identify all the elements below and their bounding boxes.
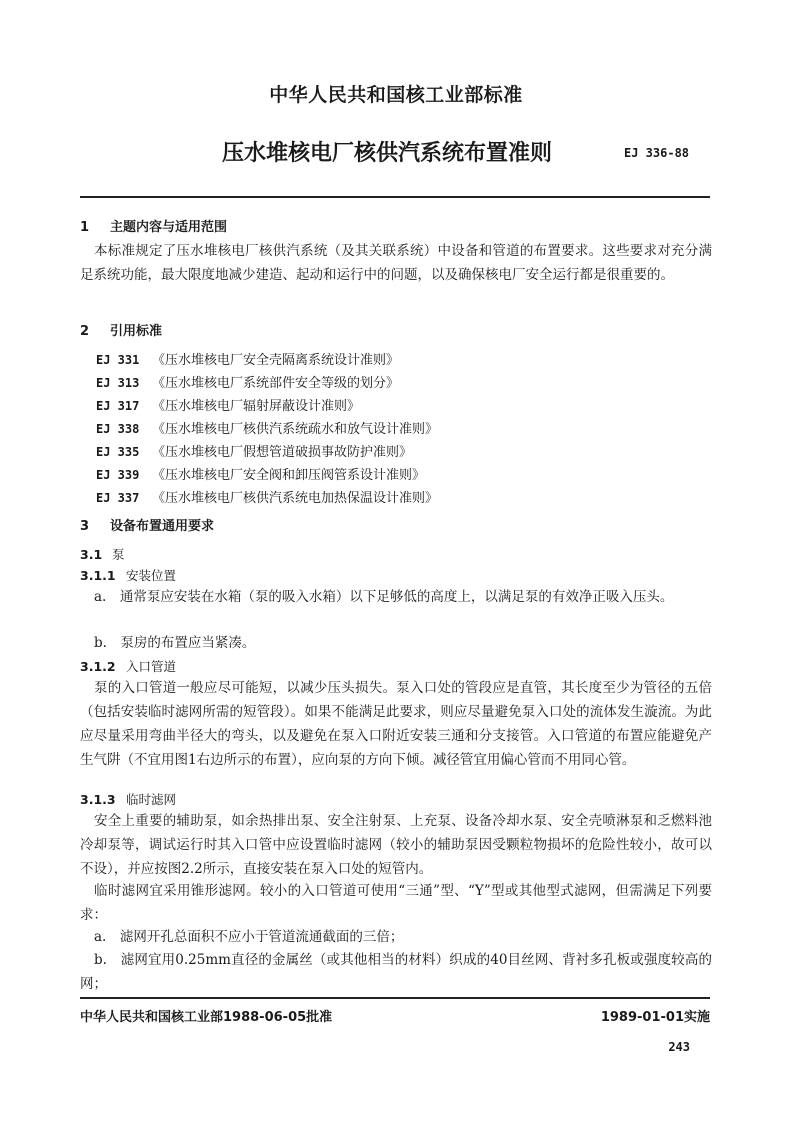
footer-rule xyxy=(80,997,710,999)
effective-date: 1989-01-01实施 xyxy=(600,1010,710,1025)
subsection-label: 临时滤网 xyxy=(126,792,177,807)
header-rule xyxy=(80,196,710,198)
paragraph: 泵的入口管道一般应尽可能短，以减少压头损失。泵入口处的管段应是直管，其长度至少为管径的五倍（包括安装临时滤网所需的短管段）。如果不能满足此要求，则应尽量避免泵入口处的流体发生漩流。为此应尽量采用弯曲半径大的弯头，以及避免在泵入口附近安装三通和分支接管。入口管道的布置应能避免产生气阱（不宜用图1右边所示的布置），应向泵的方向下倾。减径管宜用偏心管而不用同心管。 xyxy=(80,680,712,768)
subsection-3-1 xyxy=(80,545,125,563)
list-text: 泵房的布置应当紧凑。 xyxy=(120,635,256,651)
list-marker: b. xyxy=(94,952,107,968)
page-number: 243 xyxy=(668,1040,690,1054)
paragraph: 临时滤网宜采用锥形滤网。较小的入口管道可使用“三通”型、“Y”型或其他型式滤网，但需满足下列要求： xyxy=(80,883,712,923)
list-item xyxy=(80,631,712,655)
reference-item xyxy=(96,395,360,414)
list-marker: a. xyxy=(94,589,107,605)
reference-title: 《压水堆核电厂系统部件安全等级的划分》 xyxy=(152,376,400,391)
reference-code: EJ 313 xyxy=(96,376,140,390)
subsection-number: 3.1 xyxy=(80,547,103,562)
reference-item xyxy=(96,464,425,483)
section-3-heading xyxy=(80,515,214,534)
section-title: 引用标准 xyxy=(110,324,163,339)
reference-code: EJ 337 xyxy=(96,491,140,505)
section-1-body: 本标准规定了压水堆核电厂核供汽系统（及其关联系统）中设备和管道的布置要求。这些要求对充分满足系统功能，最大限度地减少建造、起动和运行中的问题，以及确保核电厂安全运行都是很重要的。 xyxy=(80,243,712,283)
subsection-number: 3.1.1 xyxy=(80,568,116,583)
reference-item xyxy=(96,487,438,506)
subsection-number: 3.1.2 xyxy=(80,659,116,674)
reference-code: EJ 335 xyxy=(96,445,140,459)
reference-title: 《压水堆核电厂核供汽系统电加热保温设计准则》 xyxy=(152,491,439,506)
standard-number: EJ 336-88 xyxy=(624,146,690,160)
reference-title: 《压水堆核电厂辐射屏蔽设计准则》 xyxy=(152,399,361,414)
subsection-label: 安装位置 xyxy=(126,568,177,583)
reference-title: 《压水堆核电厂核供汽系统疏水和放气设计准则》 xyxy=(152,422,439,437)
reference-item xyxy=(96,349,399,368)
ministry-heading: 中华人民共和国核工业部标准 xyxy=(269,84,523,106)
reference-item xyxy=(96,418,438,437)
subsection-3-1-1 xyxy=(80,566,176,584)
list-marker: a. xyxy=(94,929,107,945)
subsection-3-1-2 xyxy=(80,657,176,675)
list-marker: b. xyxy=(94,635,107,651)
list-item xyxy=(80,585,712,609)
list-item xyxy=(80,925,712,949)
section-1-heading xyxy=(80,216,227,235)
reference-code: EJ 339 xyxy=(96,468,140,482)
reference-code: EJ 317 xyxy=(96,399,140,413)
reference-title: 《压水堆核电厂安全壳隔离系统设计准则》 xyxy=(152,353,400,368)
list-text: 滤网开孔总面积不应小于管道流通截面的三倍； xyxy=(119,929,404,945)
list-item xyxy=(80,948,712,996)
section-number: 2 xyxy=(80,324,90,339)
list-text: 通常泵应安装在水箱（泵的吸入水箱）以下足够低的高度上，以满足泵的有效净正吸入压头。 xyxy=(119,589,674,605)
section-number: 3 xyxy=(80,519,90,534)
section-title: 主题内容与适用范围 xyxy=(110,220,228,235)
subsection-number: 3.1.3 xyxy=(80,792,116,807)
reference-code: EJ 338 xyxy=(96,422,140,436)
reference-title: 《压水堆核电厂安全阀和卸压阀管系设计准则》 xyxy=(152,468,426,483)
document-title: 压水堆核电厂核供汽系统布置准则 xyxy=(222,141,553,166)
subsection-3-1-3 xyxy=(80,790,176,808)
reference-title: 《压水堆核电厂假想管道破损事故防护准则》 xyxy=(152,445,413,460)
reference-item xyxy=(96,441,412,460)
reference-item xyxy=(96,372,399,391)
approval-line: 中华人民共和国核工业部1988-06-05批准 xyxy=(80,1010,333,1025)
section-2-heading xyxy=(80,320,162,339)
section-title: 设备布置通用要求 xyxy=(110,519,215,534)
subsection-label: 泵 xyxy=(112,547,125,562)
subsection-label: 入口管道 xyxy=(126,659,177,674)
list-text: 滤网宜用0.25mm直径的金属丝（或其他相当的材料）织成的40目丝网、背衬多孔板或强度较高的网； xyxy=(80,952,712,992)
section-number: 1 xyxy=(80,220,90,235)
reference-code: EJ 331 xyxy=(96,353,140,367)
paragraph: 安全上重要的辅助泵，如余热排出泵、安全注射泵、上充泵、设备冷却水泵、安全壳喷淋泵和乏燃料池冷却泵等，调试运行时其入口管中应设置临时滤网（较小的辅助泵因受颗粒物损坏的危险性较小，故可以不设），并应按图2.2所示，直接安装在泵入口处的短管内。 xyxy=(80,813,712,877)
